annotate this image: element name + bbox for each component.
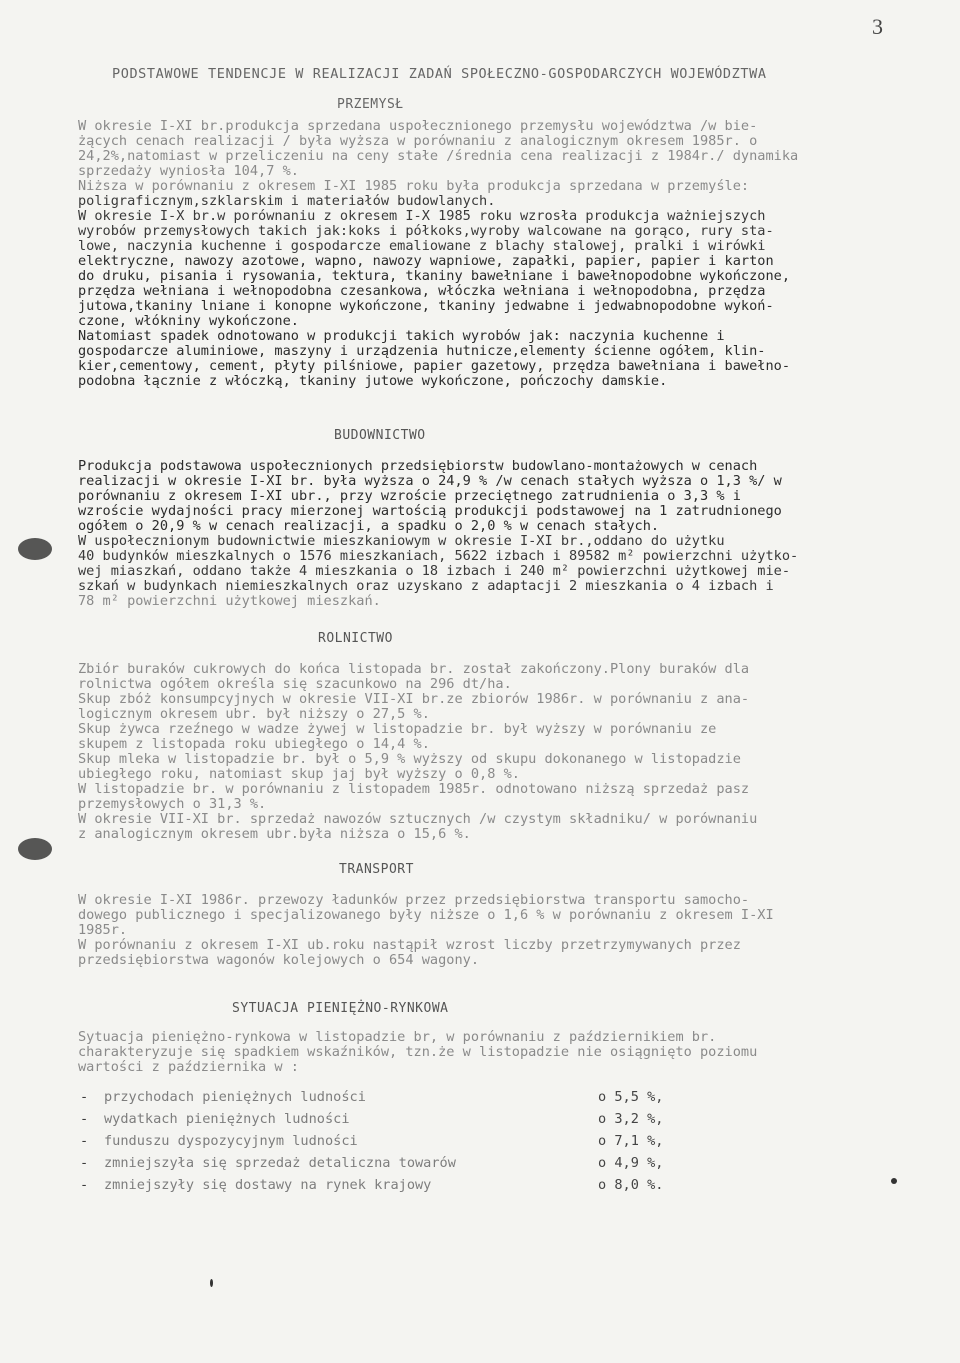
list-item-value: o 8,0 %.	[598, 1177, 664, 1193]
section-heading-transport: TRANSPORT	[339, 862, 414, 877]
text-line: wej miaszkań, oddano także 4 mieszkania o 18 izbach i 240 m² powierzchni użytkowej mie-	[78, 564, 791, 579]
text-line: przędza wełniana i wełnopodobna czesankowa, włóczka wełniana i wełnopodobna, przędza	[78, 284, 766, 299]
list-item: - przychodach pieniężnych ludności o 5,5 %,	[80, 1086, 780, 1108]
text-line: realizacji w okresie I-XI br. była wyższa o 24,9 % /w cenach stałych wyższa o 1,3 %/ w	[78, 474, 782, 489]
text-line: Niższa w porównaniu z okresem I-XI 1985 roku była produkcja sprzedana w przemyśle:	[78, 179, 750, 194]
list-item-value: o 3,2 %,	[598, 1111, 664, 1127]
text-line: lowe, naczynia kuchenne i gospodarcze emaliowane z blachy stalowej, pralki i wirówki	[78, 239, 766, 254]
agriculture-paragraphs	[78, 662, 910, 842]
text-line: W okresie I-XI 1986r. przewozy ładunków przez przedsiębiorstwa transportu samocho-	[78, 893, 750, 908]
text-line: Skup mleka w listopadzie br. był o 5,9 % wyższy od skupu dokonanego w listopadzie	[78, 752, 741, 767]
list-item-value: o 7,1 %,	[598, 1133, 664, 1149]
section-heading-industry: PRZEMYSŁ	[337, 97, 404, 112]
text-line: żących cenach realizacji / była wyższa w porównaniu z analogicznym okresem 1985r. o	[78, 134, 758, 149]
ink-speck	[210, 1279, 213, 1287]
text-line: podobna łącznie z włóczką, tkaniny jutowe wykończone, pończochy damskie.	[78, 374, 668, 389]
text-line: wzroście wydajności pracy mierzonej wartością produkcji podstawowej na 1 zatrudnionego	[78, 504, 782, 519]
text-line: porównaniu z okresem I-XI ubr., przy wzroście przeciętnego zatrudnienia o 3,3 % i	[78, 489, 741, 504]
document-title: PODSTAWOWE TENDENCJE W REALIZACJI ZADAŃ SPOŁECZNO-GOSPODARCZYCH WOJEWÓDZTWA	[112, 66, 767, 82]
text-line: 40 budynków mieszkalnych o 1576 mieszkaniach, 5622 izbach i 89582 m² powierzchni użytko-	[78, 549, 799, 564]
text-line: skupem z listopada roku ubiegłego o 14,4 %.	[78, 737, 430, 752]
text-line: dowego publicznego i specjalizowanego były niższe o 1,6 % w porównaniu z okresem I-XI	[78, 908, 774, 923]
construction-paragraphs	[78, 459, 910, 609]
text-line: elektryczne, nawozy azotowe, wapno, nawozy wapniowe, zapałki, papier, papier i karton	[78, 254, 774, 269]
list-item: - zmniejszyły się dostawy na rynek krajowy o 8,0 %.	[80, 1174, 780, 1196]
transport-paragraphs	[78, 893, 910, 968]
text-line: jutowa,tkaniny lniane i konopne wykończone, tkaniny jedwabne i jedwabnopodobne wykoń-	[78, 299, 774, 314]
text-line: do druku, pisania i rysowania, tektura, tkaniny bawełniane i bawełnopodobne wykończone,	[78, 269, 791, 284]
text-line: poligraficznym,szklarskim i materiałów budowlanych.	[78, 194, 496, 209]
text-line: W okresie I-XI br.produkcja sprzedana uspołecznionego przemysłu województwa /w bie-	[78, 119, 758, 134]
text-line: ubiegłego roku, natomiast skup jaj był wyższy o 0,8 %.	[78, 767, 520, 782]
list-item-value: o 5,5 %,	[598, 1089, 664, 1105]
text-line: ogółem o 20,9 % w cenach realizacji, a spadku o 2,0 % w cenach stałych.	[78, 519, 660, 534]
text-line: 78 m² powierzchni użytkowej mieszkań.	[78, 594, 381, 609]
text-line: wartości z października w :	[78, 1060, 299, 1075]
text-line: W listopadzie br. w porównaniu z listopadem 1985r. odnotowano niższą sprzedaż pasz	[78, 782, 750, 797]
industry-paragraphs	[78, 119, 910, 389]
list-item: - funduszu dyspozycyjnym ludności o 7,1 %,	[80, 1130, 780, 1152]
section-heading-market: SYTUACJA PIENIĘŻNO-RYNKOWA	[232, 1001, 449, 1016]
section-heading-agriculture: ROLNICTWO	[318, 631, 393, 646]
text-line: 24,2%,natomiast w przeliczeniu na ceny stałe /średnia cena realizacji z 1984r./ dynamika	[78, 149, 799, 164]
text-line: Skup zbóż konsumpcyjnych w okresie VII-XI br.ze zbiorów 1986r. w porównaniu z ana-	[78, 692, 750, 707]
text-line: W uspołecznionym budownictwie mieszkaniowym w okresie I-XI br.,oddano do użytku	[78, 534, 725, 549]
page-number: 3	[872, 14, 883, 39]
market-indicators-list	[80, 1086, 780, 1196]
text-line: szkań w budynkach niemieszkalnych oraz uzyskano z adaptacji 2 mieszkania o 4 izbach i	[78, 579, 774, 594]
text-line: Sytuacja pieniężno-rynkowa w listopadzie br, w porównaniu z październikiem br.	[78, 1030, 717, 1045]
list-item: - wydatkach pieniężnych ludności o 3,2 %,	[80, 1108, 780, 1130]
list-item-label: zmniejszyły się dostawy na rynek krajowy	[104, 1177, 432, 1193]
ink-speck	[891, 1178, 897, 1184]
text-line: sprzedaży wyniosła 104,7 %.	[78, 164, 299, 179]
text-line: 1985r.	[78, 923, 128, 938]
text-line: logicznym okresem ubr. był niższy o 27,5 %.	[78, 707, 430, 722]
text-line: przedsiębiorstwa wagonów kolejowych o 654 wagony.	[78, 953, 480, 968]
text-line: charakteryzuje się spadkiem wskaźników, tzn.że w listopadzie nie osiągnięto poziomu	[78, 1045, 758, 1060]
text-line: Natomiast spadek odnotowano w produkcji takich wyrobów jak: naczynia kuchenne i	[78, 329, 725, 344]
text-line: Skup żywca rzeźnego w wadze żywej w listopadzie br. był wyższy w porównaniu ze	[78, 722, 717, 737]
text-line: W okresie VII-XI br. sprzedaż nawozów sztucznych /w czystym składniku/ w porównaniu	[78, 812, 758, 827]
list-item-value: o 4,9 %,	[598, 1155, 664, 1171]
text-line: Produkcja podstawowa uspołecznionych przedsiębiorstw budowlano-montażowych w cenach	[78, 459, 758, 474]
text-line: z analogicznym okresem ubr.była niższa o 15,6 %.	[78, 827, 471, 842]
text-line: Zbiór buraków cukrowych do końca listopada br. został zakończony.Plony buraków dla	[78, 662, 750, 677]
list-item-label: funduszu dyspozycyjnym ludności	[104, 1133, 358, 1149]
text-line: gospodarcze aluminiowe, maszyny i urządzenia hutnicze,elementy ścienne ogółem, klin-	[78, 344, 766, 359]
list-item: - zmniejszyła się sprzedaż detaliczna towarów o 4,9 %,	[80, 1152, 780, 1174]
binder-hole	[18, 838, 52, 860]
text-line: kier,cementowy, cement, płyty pilśniowe, papier gazetowy, przędza bawełniana i bawełno-	[78, 359, 791, 374]
binder-hole	[18, 538, 52, 560]
text-line: W okresie I-X br.w porównaniu z okresem I-X 1985 roku wzrosła produkcja ważniejszych	[78, 209, 766, 224]
text-line: rolnictwa ogółem określa się szacunkowo na 296 dt/ha.	[78, 677, 512, 692]
section-heading-construction: BUDOWNICTWO	[334, 428, 426, 443]
text-line: czone, włókniny wykończone.	[78, 314, 299, 329]
text-line: W porównaniu z okresem I-XI ub.roku nastąpił wzrost liczby przetrzymywanych przez	[78, 938, 741, 953]
list-item-label: przychodach pieniężnych ludności	[104, 1089, 366, 1105]
list-item-label: wydatkach pieniężnych ludności	[104, 1111, 350, 1127]
text-line: wyrobów przemysłowych takich jak:koks i półkoks,wyroby walcowane na gorąco, rury sta-	[78, 224, 774, 239]
text-line: przemysłowych o 31,3 %.	[78, 797, 267, 812]
list-item-label: zmniejszyła się sprzedaż detaliczna towarów	[104, 1155, 456, 1171]
market-paragraphs	[78, 1030, 910, 1075]
